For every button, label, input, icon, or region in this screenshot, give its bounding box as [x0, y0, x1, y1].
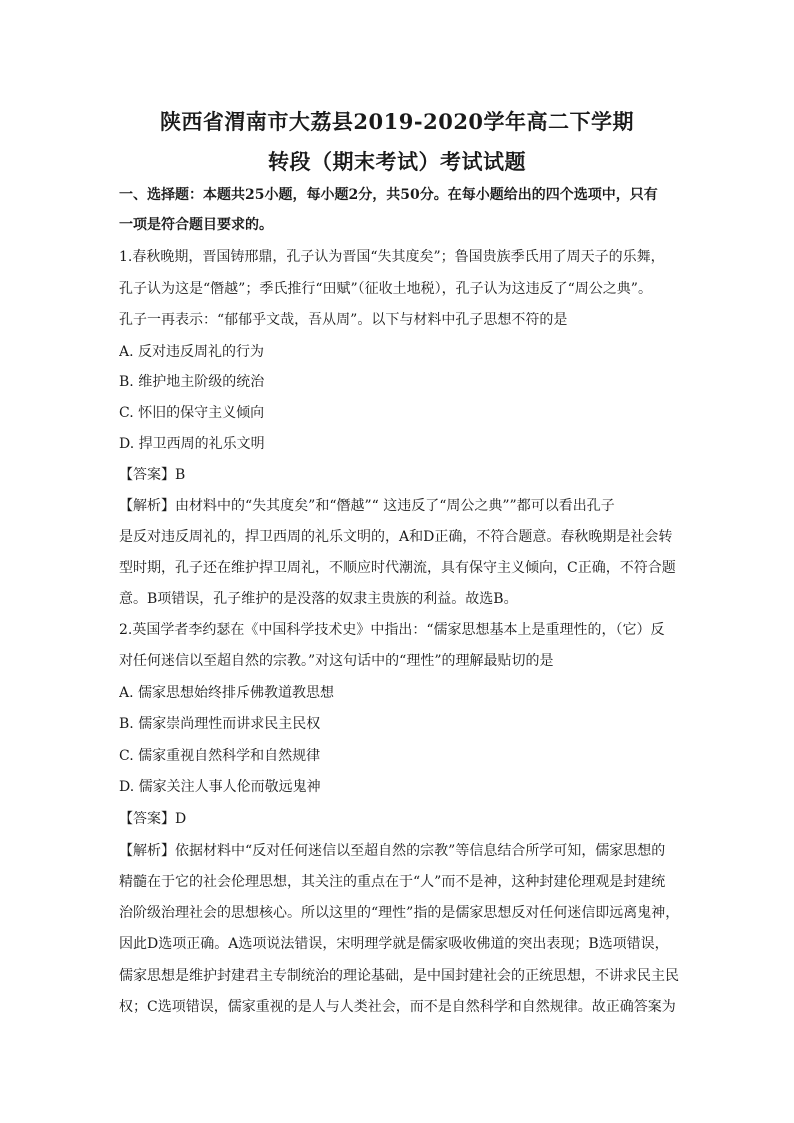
q2-analysis-line: 儒家思想是维护封建君主专制统治的理论基础，是中国封建社会的正统思想，不讲求民主民 — [119, 968, 679, 984]
q1-analysis-line: 型时期，孔子还在维护捍卫周礼，不顺应时代潮流，具有保守主义倾向，C正确，不符合题 — [119, 560, 676, 576]
q1-stem-line: 孔子认为这是“僭越”；季氏推行“田赋”（征收土地税），孔子认为这违反了“周公之典”。 — [119, 281, 652, 297]
q2-analysis-line: 精髓在于它的社会伦理思想，其关注的重点在于“人”而不是神，这种封建伦理观是封建统 — [119, 874, 666, 890]
q1-option-a: A. 反对违反周礼的行为 — [119, 344, 265, 360]
q2-analysis-line: 因此D选项正确。A选项说法错误，宋明理学就是儒家吸收佛道的突出表现；B选项错误， — [119, 936, 669, 952]
q2-option-a: A. 儒家思想始终排斥佛教道教思想 — [119, 685, 335, 701]
page-subtitle: 转段（期末考试）考试试题 — [268, 149, 526, 174]
q2-stem-line: 对任何迷信以至超自然的宗教。”对这句话中的“理性”的理解最贴切的是 — [119, 653, 554, 669]
q2-analysis-line: 权；C选项错误，儒家重视的是人与人类社会，而不是自然科学和自然规律。故正确答案为 — [119, 999, 676, 1015]
q2-analysis-line: 治阶级治理社会的思想核心。所以这里的“理性”指的是儒家思想反对任何迷信即远离鬼神， — [119, 905, 679, 921]
q2-stem-line: 2.英国学者李约瑟在《中国科学技术史》中指出：“儒家思想基本上是重理性的，（它）反 — [119, 622, 665, 638]
q2-option-c: C. 儒家重视自然科学和自然规律 — [119, 748, 321, 764]
section-header-line: 一项是符合题目要求的。 — [119, 217, 273, 233]
q1-option-b: B. 维护地主阶级的统治 — [119, 374, 265, 390]
q1-answer: 【答案】B — [119, 467, 186, 483]
section-header-line: 一、选择题：本题共25小题，每小题2分，共50分。在每小题给出的四个选项中，只有 — [119, 187, 658, 203]
q2-analysis-line: 【解析】依据材料中“反对任何迷信以至超自然的宗教”等信息结合所学可知，儒家思想的 — [119, 843, 666, 859]
q1-stem-line: 1.春秋晚期，晋国铸邢鼎，孔子认为晋国“失其度矣”；鲁国贵族季氏用了周天子的乐舞， — [119, 249, 665, 265]
q2-option-d: D. 儒家关注人事人伦而敬远鬼神 — [119, 779, 321, 795]
page-title: 陕西省渭南市大荔县2019-2020学年高二下学期 — [159, 109, 635, 134]
q2-option-b: B. 儒家崇尚理性而讲求民主民权 — [119, 716, 321, 732]
q1-analysis-line: 【解析】由材料中的“失其度矣”和“僭越”“ 这违反了“周公之典””都可以看出孔子 — [119, 498, 615, 514]
q1-stem-line: 孔子一再表示：“郁郁乎文哉，吾从周”。以下与材料中孔子思想不符的是 — [119, 312, 568, 328]
q1-option-d: D. 捍卫西周的礼乐文明 — [119, 436, 265, 452]
q1-option-c: C. 怀旧的保守主义倾向 — [119, 405, 265, 421]
q2-answer: 【答案】D — [119, 811, 187, 827]
q1-analysis-line: 是反对违反周礼的，捍卫西周的礼乐文明的，A和D正确，不符合题意。春秋晚期是社会转 — [119, 529, 673, 545]
q1-analysis-line: 意。B项错误，孔子维护的是没落的奴隶主贵族的利益。故选B。 — [119, 591, 518, 607]
